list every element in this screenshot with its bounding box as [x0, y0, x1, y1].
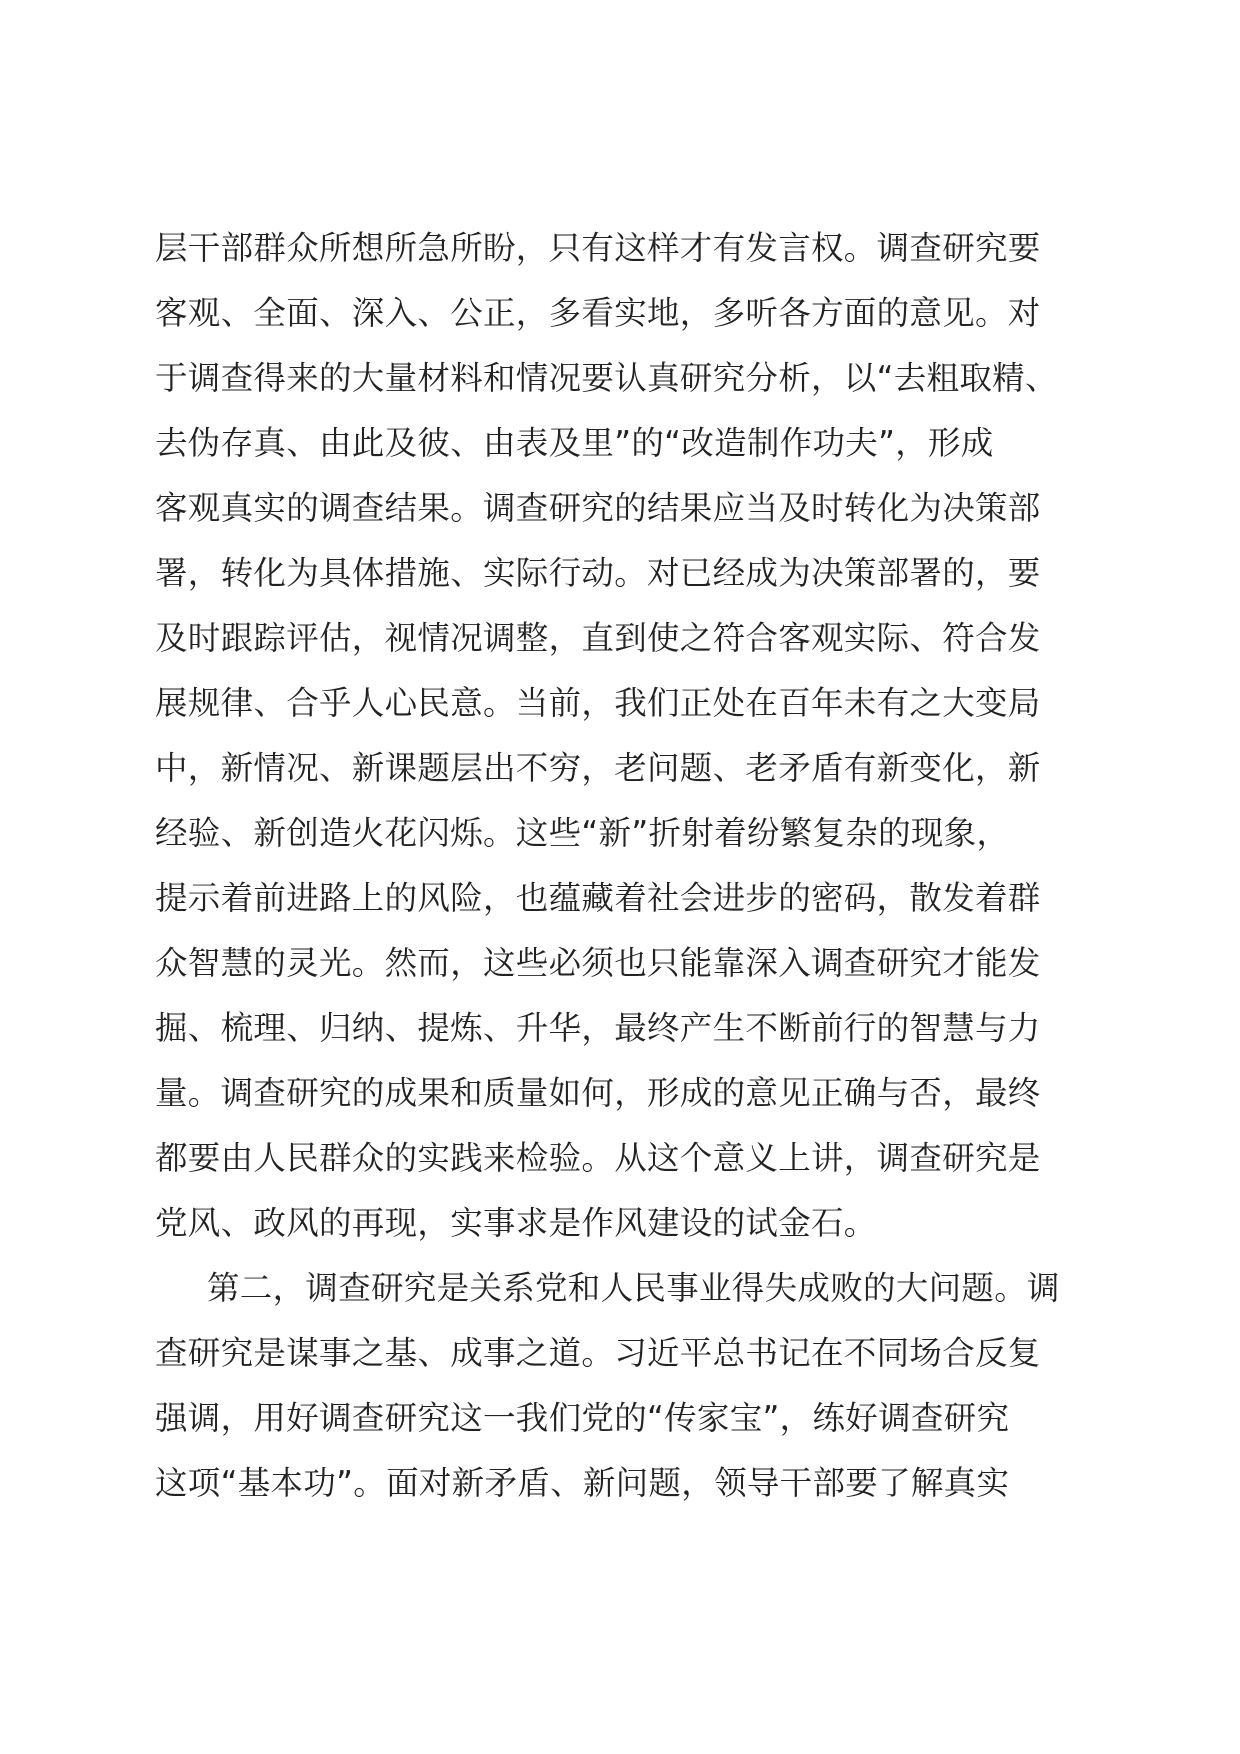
text-line: 查研究是谋事之基、成事之道。习近平总书记在不同场合反复	[155, 1334, 1041, 1372]
text-line: 及时跟踪评估，视情况调整，直到使之符合客观实际、符合发	[155, 619, 1041, 657]
text-line: 中，新情况、新课题层出不穷，老问题、老矛盾有新变化，新	[155, 749, 1041, 787]
text-line: 去伪存真、由此及彼、由表及里”的“改造制作功夫”，形成	[155, 424, 994, 462]
text-line: 这项“基本功”。面对新矛盾、新问题，领导干部要了解真实	[155, 1464, 1010, 1502]
text-line: 客观真实的调查结果。调查研究的结果应当及时转化为决策部	[155, 489, 1041, 527]
text-line: 客观、全面、深入、公正，多看实地，多听各方面的意见。对	[155, 294, 1041, 332]
text-line: 量。调查研究的成果和质量如何，形成的意见正确与否，最终	[155, 1074, 1041, 1112]
body-text	[155, 216, 1085, 1516]
text-line: 强调，用好调查研究这一我们党的“传家宝”，练好调查研究	[155, 1399, 1010, 1437]
text-line: 展规律、合乎人心民意。当前，我们正处在百年未有之大变局	[155, 684, 1041, 722]
text-line: 层干部群众所想所急所盼，只有这样才有发言权。调查研究要	[155, 229, 1041, 267]
text-line: 掘、梳理、归纳、提炼、升华，最终产生不断前行的智慧与力	[155, 1009, 1041, 1047]
text-line: 署，转化为具体措施、实际行动。对已经成为决策部署的，要	[155, 554, 1041, 592]
text-line: 都要由人民群众的实践来检验。从这个意义上讲，调查研究是	[155, 1139, 1041, 1177]
text-line: 党风、政风的再现，实事求是作风建设的试金石。	[155, 1204, 877, 1242]
text-line: 提示着前进路上的风险，也蕴藏着社会进步的密码，散发着群	[155, 879, 1041, 917]
text-line: 众智慧的灵光。然而，这些必须也只能靠深入调查研究才能发	[155, 944, 1041, 982]
text-line: 经验、新创造火花闪烁。这些“新”折射着纷繁复杂的现象，	[155, 814, 1010, 852]
text-line: 于调查得来的大量材料和情况要认真研究分析，以“去粗取精、	[155, 359, 1058, 397]
paragraph-start-line: 第二，调查研究是关系党和人民事业得失成败的大问题。调	[207, 1269, 1060, 1307]
